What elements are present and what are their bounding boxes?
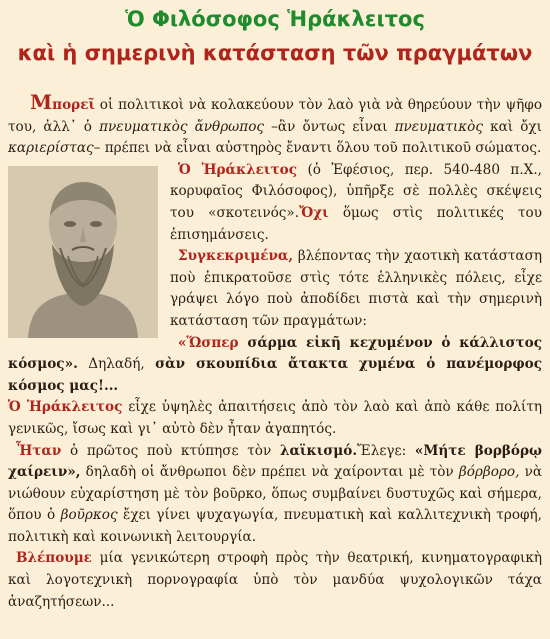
paragraph-specifically: Συγκεκριμένα, βλέποντας τὴν χαοτικὴ κατάσταση ποὺ ἐπικρατοῦσε στὶς τότε ἑλληνικὲς πόλεις, εἶχε γράψει λόγο ποὺ ἀποδίδει πιστὰ καὶ τὴν σημερινὴ κατάσταση τῶν πραγμάτων: xyxy=(170,248,542,329)
paragraph-populism: Ἦταν ὁ πρῶτος ποὺ κτύπησε τὸν λαϊκισμό.Ἔλεγε: «Μήτε βορβόρῳ χαίρειν», δηλαδὴ οἱ ἄνθρωποι δὲν πρέπει νὰ χαίρονται μὲ τὸν βόρβορο, νὰ νιώθουν εὐχαρίστηση μὲ τὸν βοῦρκο, ὅπως συμβαίνει δυστυχῶς καὶ σήμερα, ὅπου ὁ βοῦρκος ἔχει γίνει ψυχαγωγία, πνευματικὴ καὶ καλλιτεχνικὴ τροφή, πολιτικὴ καὶ κοινωνικὴ λειτουργία. xyxy=(8,442,543,545)
article-subtitle: καὶ ἡ σημερινὴ κατάσταση τῶν πραγμάτων xyxy=(17,41,533,65)
heraclitus-portrait xyxy=(8,166,158,338)
paragraph-intro: Μπορεῖ οἱ πολιτικοὶ νὰ κολακεύουν τὸν λαὸ γιὰ νὰ θηρεύουν τὴν ψῆφο του, ἀλλ᾿ ὁ πνευματικὸς ἄνθρωπος –ἂν ὄντως εἶναι πνευματικὸς καὶ ὄχι καριερίστας– πρέπει νὰ εἶναι αὐστηρὸς ἔναντι ὅλου τοῦ πολιτικοῦ σώματος. xyxy=(8,90,542,157)
article-body xyxy=(8,92,542,613)
article-title: Ὁ Φιλόσοφος Ἡράκλειτος xyxy=(125,7,425,31)
drop-cap: Μ xyxy=(30,90,53,114)
bust-image xyxy=(8,166,158,338)
paragraph-heraclitus: Ὁ Ἡράκλειτος (ὁ Ἐφέσιος, περ. 540-480 π.Χ., κορυφαῖος Φιλόσοφος), ὑπῆρξε σὲ πολλὲς σκέψεις του «σκοτεινός».Ὄχι ὅμως στὶς πολιτικές του ἐπισημάνσεις. xyxy=(170,161,542,243)
paragraph-quote: «Ὥσπερ σάρμα εἰκῆ κεχυμένον ὁ κάλλιστος κόσμος». Δηλαδή, σὰν σκουπίδια ἄτακτα χυμένα ὁ πανέμορφος κόσμος μας!... xyxy=(8,334,542,394)
paragraph-demands: Ὁ Ἡράκλειτος εἶχε ὑψηλὲς ἀπαιτήσεις ἀπὸ τὸν λαὸ καὶ ἀπὸ κάθε πολίτη γενικῶς, ἴσως καὶ γι᾿ αὐτὸ δὲν ἦταν ἀγαπητός. xyxy=(8,399,542,437)
lead-word: πορεῖ xyxy=(52,97,96,113)
paragraph-we-see: Βλέπουμε μία γενικώτερη στροφὴ πρὸς τὴν θεατρική, κινηματογραφικὴ καὶ λογοτεχνικὴ πορνογραφία ὑπὸ τὸν μανδύα ψυχολογικῶν τάχα ἀναζητήσεων... xyxy=(8,550,542,610)
